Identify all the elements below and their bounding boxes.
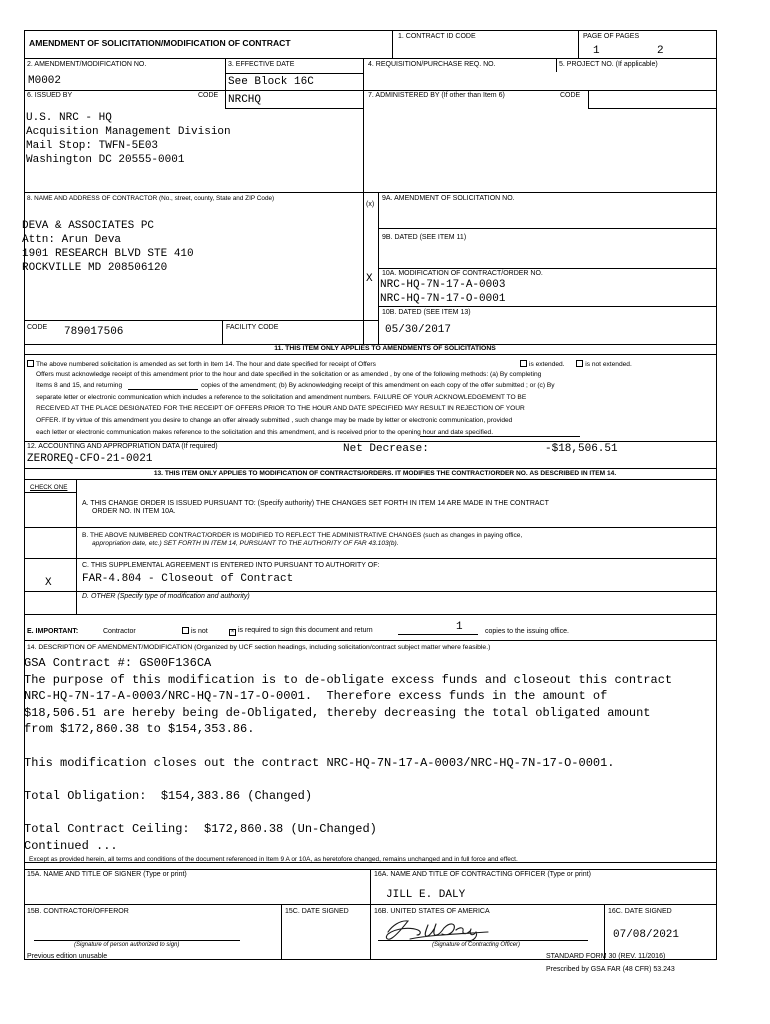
requisition-no-label: 4. REQUISITION/PURCHASE REQ. NO. [368,61,496,68]
item13c-check: X [45,577,52,589]
description-label: 14. DESCRIPTION OF AMENDMENT/MODIFICATION (Organized by UCF section headings, including solicitation/contract subject matter where feasible.) [27,644,491,651]
check-one-label: CHECK ONE [30,484,68,491]
item13a-line1: A. THIS CHANGE ORDER IS ISSUED PURSUANT TO: (Specify authority) THE CHANGES SET FORTH IN ITEM 14 ARE MADE IN THE CONTRACT [82,500,549,507]
except-text: Except as provided herein, all terms and conditions of the document referenced in Item 9 A or 10A, as heretofore changed, remains unchanged and in full force and effect. [29,856,518,863]
item11-line7: each letter or electronic communication makes reference to the solicitation and this amendment, and is received prior to the opening hour and date specified. [36,429,494,436]
date-signed-16c-label: 16C. DATE SIGNED [608,908,672,915]
item13a-line2: ORDER NO. IN ITEM 10A. [92,508,176,515]
is-not-extended-label: is not extended. [585,361,632,368]
date-signed-16c-value: 07/08/2021 [613,929,680,941]
issued-by-code-value: NRCHQ [228,94,262,106]
contractor-code-value: 789017506 [64,326,124,338]
item13-header: 13. THIS ITEM ONLY APPLIES TO MODIFICATION OF CONTRACTS/ORDERS. IT MODIFIES THE CONTRACT/ORDER NO. AS DESCRIBED IN ITEM 14. [153,470,617,477]
date-signed-15c-label: 15C. DATE SIGNED [285,908,349,915]
item11-line3: Items 8 and 15, and returning [36,382,123,389]
contract-id-code-label: 1. CONTRACT ID CODE [398,33,476,40]
page-number: 1 [593,45,600,57]
item11-line5: RECEIVED AT THE PLACE DESIGNATED FOR THE RECEIPT OF OFFERS PRIOR TO THE HOUR AND DATE SPECIFIED MAY RESULT IN REJECTION OF YOUR [36,405,525,412]
amendment-no-value: M0002 [28,75,62,87]
net-decrease-value: -$18,506.51 [545,443,618,455]
administered-by-label: 7. ADMINISTERED BY (If other than Item 6) [368,92,505,99]
previous-edition-note: Previous edition unusable [27,953,108,960]
item13b-line2: appropriation date, etc.) SET FORTH IN ITEM 14, PURSUANT TO THE AUTHORITY OF FAR 43.103(b). [92,540,399,547]
copies-text: copies to the issuing office. [485,628,569,635]
is-required-checkbox[interactable]: × [230,629,235,635]
form-title: AMENDMENT OF SOLICITATION/MODIFICATION OF CONTRACT [29,38,291,48]
net-decrease-label: Net Decrease: [343,443,429,455]
effective-date-value: See Block 16C [228,76,314,88]
item13c-label: C. THIS SUPPLEMENTAL AGREEMENT IS ENTERED INTO PURSUANT TO AUTHORITY OF: [82,562,380,569]
dated-10b-value: 05/30/2017 [385,324,452,336]
page-label: PAGE OF PAGES [583,33,640,40]
is-not-checkbox[interactable] [182,627,189,634]
description-text: GSA Contract #: GS00F136CA The purpose of this modification is to de-obligate excess funds and closeout this contract NRC-HQ-7N-17-A-0003/NRC-HQ-7N-17-O-0001. Therefore excess funds in the amount of $18,506.51 are hereby being de-Obligated, thereby decreasing the total obligated amount from $172,860.38 to $154,353.86. This modification closes out the contract NRC-HQ-7N-17-A-0003/NRC-HQ-7N-17-O-0001. Total Obligation: $154,383.86 (Changed) Total Contract Ceiling: $172,860.38 (Un-Changed) Continued ... [24,656,673,853]
item11-line1: The above numbered solicitation is amended as set forth in Item 14. The hour and date specified for receipt of Offers [36,361,376,368]
signer-name-label: 15A. NAME AND TITLE OF SIGNER (Type or print) [27,871,187,878]
dated-9b-label: 9B. DATED (SEE ITEM 11) [382,234,467,241]
accounting-data-label: 12. ACCOUNTING AND APPROPRIATION DATA (If required) [27,443,218,450]
item11-line2: Offers must acknowledge receipt of this amendment prior to the hour and date specified in the solicitation or as amended , by one of the following methods: (a) By completing [36,371,542,378]
contractor-name-address-label: 8. NAME AND ADDRESS OF CONTRACTOR (No., street, county, State and ZIP Code) [27,195,275,202]
item11-checkbox[interactable] [27,360,34,367]
important-label: E. IMPORTANT: [27,628,79,635]
page-total: 2 [657,45,664,57]
facility-code-label: FACILITY CODE [226,324,279,331]
item13d-label: D. OTHER (Specify type of modification and authority) [82,593,250,600]
amendment-solicitation-label: 9A. AMENDMENT OF SOLICITATION NO. [382,195,515,202]
modification-10a-check: X [366,273,373,285]
signature-person-caption: (Signature of person authorized to sign) [74,942,180,948]
contractor-offeror-label: 15B. CONTRACTOR/OFFEROR [27,908,129,915]
is-not-extended-checkbox[interactable] [576,360,583,367]
is-not-label: is not [191,628,208,635]
issued-by-address: U.S. NRC - HQ Acquisition Management Division Mail Stop: TWFN-5E03 Washington DC 20555-0001 [26,112,231,166]
x-column-label: (x) [366,201,375,208]
item13b-line1: B. THE ABOVE NUMBERED CONTRACT/ORDER IS MODIFIED TO REFLECT THE ADMINISTRATIVE CHANGES (such as changes in paying office, [82,532,523,539]
standard-form-label: STANDARD FORM 30 (REV. 11/2016) [546,953,666,960]
issued-by-code-label: CODE [198,92,219,99]
effective-date-label: 3. EFFECTIVE DATE [228,61,295,68]
contractor-code-label: CODE [27,324,48,331]
contractor-word: Contractor [103,628,136,635]
item11-header: 11. THIS ITEM ONLY APPLIES TO AMENDMENTS OF SOLICITATIONS [274,345,496,352]
is-required-label: is required to sign this document and return [238,627,373,634]
usa-label: 16B. UNITED STATES OF AMERICA [374,908,490,915]
contracting-officer-name: JILL E. DALY [386,889,466,901]
accounting-data-value: ZEROREQ-CFO-21-0021 [27,453,153,465]
prescribed-by-label: Prescribed by GSA FAR (48 CFR) 53.243 [546,966,675,973]
signature-officer-caption: (Signature of Contracting Officer) [432,942,521,948]
administered-by-code-label: CODE [560,92,581,99]
item11-line6: OFFER. If by virtue of this amendment you desire to change an offer already submitted , such change may be made by letter or electronic communication, provided [36,417,513,424]
item11-line4: separate letter or electronic communication which includes a reference to the solicitation and amendment numbers. FAILURE OF YOUR ACKNOWLEDGEMENT TO BE [36,394,527,401]
dated-10b-label: 10B. DATED (SEE ITEM 13) [382,309,471,316]
item11-line3b: copies of the amendment; (b) By acknowledging receipt of this amendment on each copy of the offer submitted ; or (c) By [201,382,555,389]
contractor-address: DEVA & ASSOCIATES PC Attn: Arun Deva 1901 RESEARCH BLVD STE 410 ROCKVILLE MD 208506120 [22,220,194,274]
issued-by-label: 6. ISSUED BY [27,92,73,99]
modification-contract-label: 10A. MODIFICATION OF CONTRACT/ORDER NO. [382,270,543,277]
item13c-authority: FAR-4.804 - Closeout of Contract [82,573,294,585]
is-extended-label: is extended. [529,361,565,368]
amendment-no-label: 2. AMENDMENT/MODIFICATION NO. [27,61,147,68]
copies-count: 1 [456,621,463,633]
project-no-label: 5. PROJECT NO. (If applicable) [559,61,658,68]
is-extended-checkbox[interactable] [520,360,527,367]
contracting-officer-label: 16A. NAME AND TITLE OF CONTRACTING OFFICER (Type or print) [374,871,591,878]
modification-contract-value: NRC-HQ-7N-17-A-0003 NRC-HQ-7N-17-O-0001 [380,279,506,305]
